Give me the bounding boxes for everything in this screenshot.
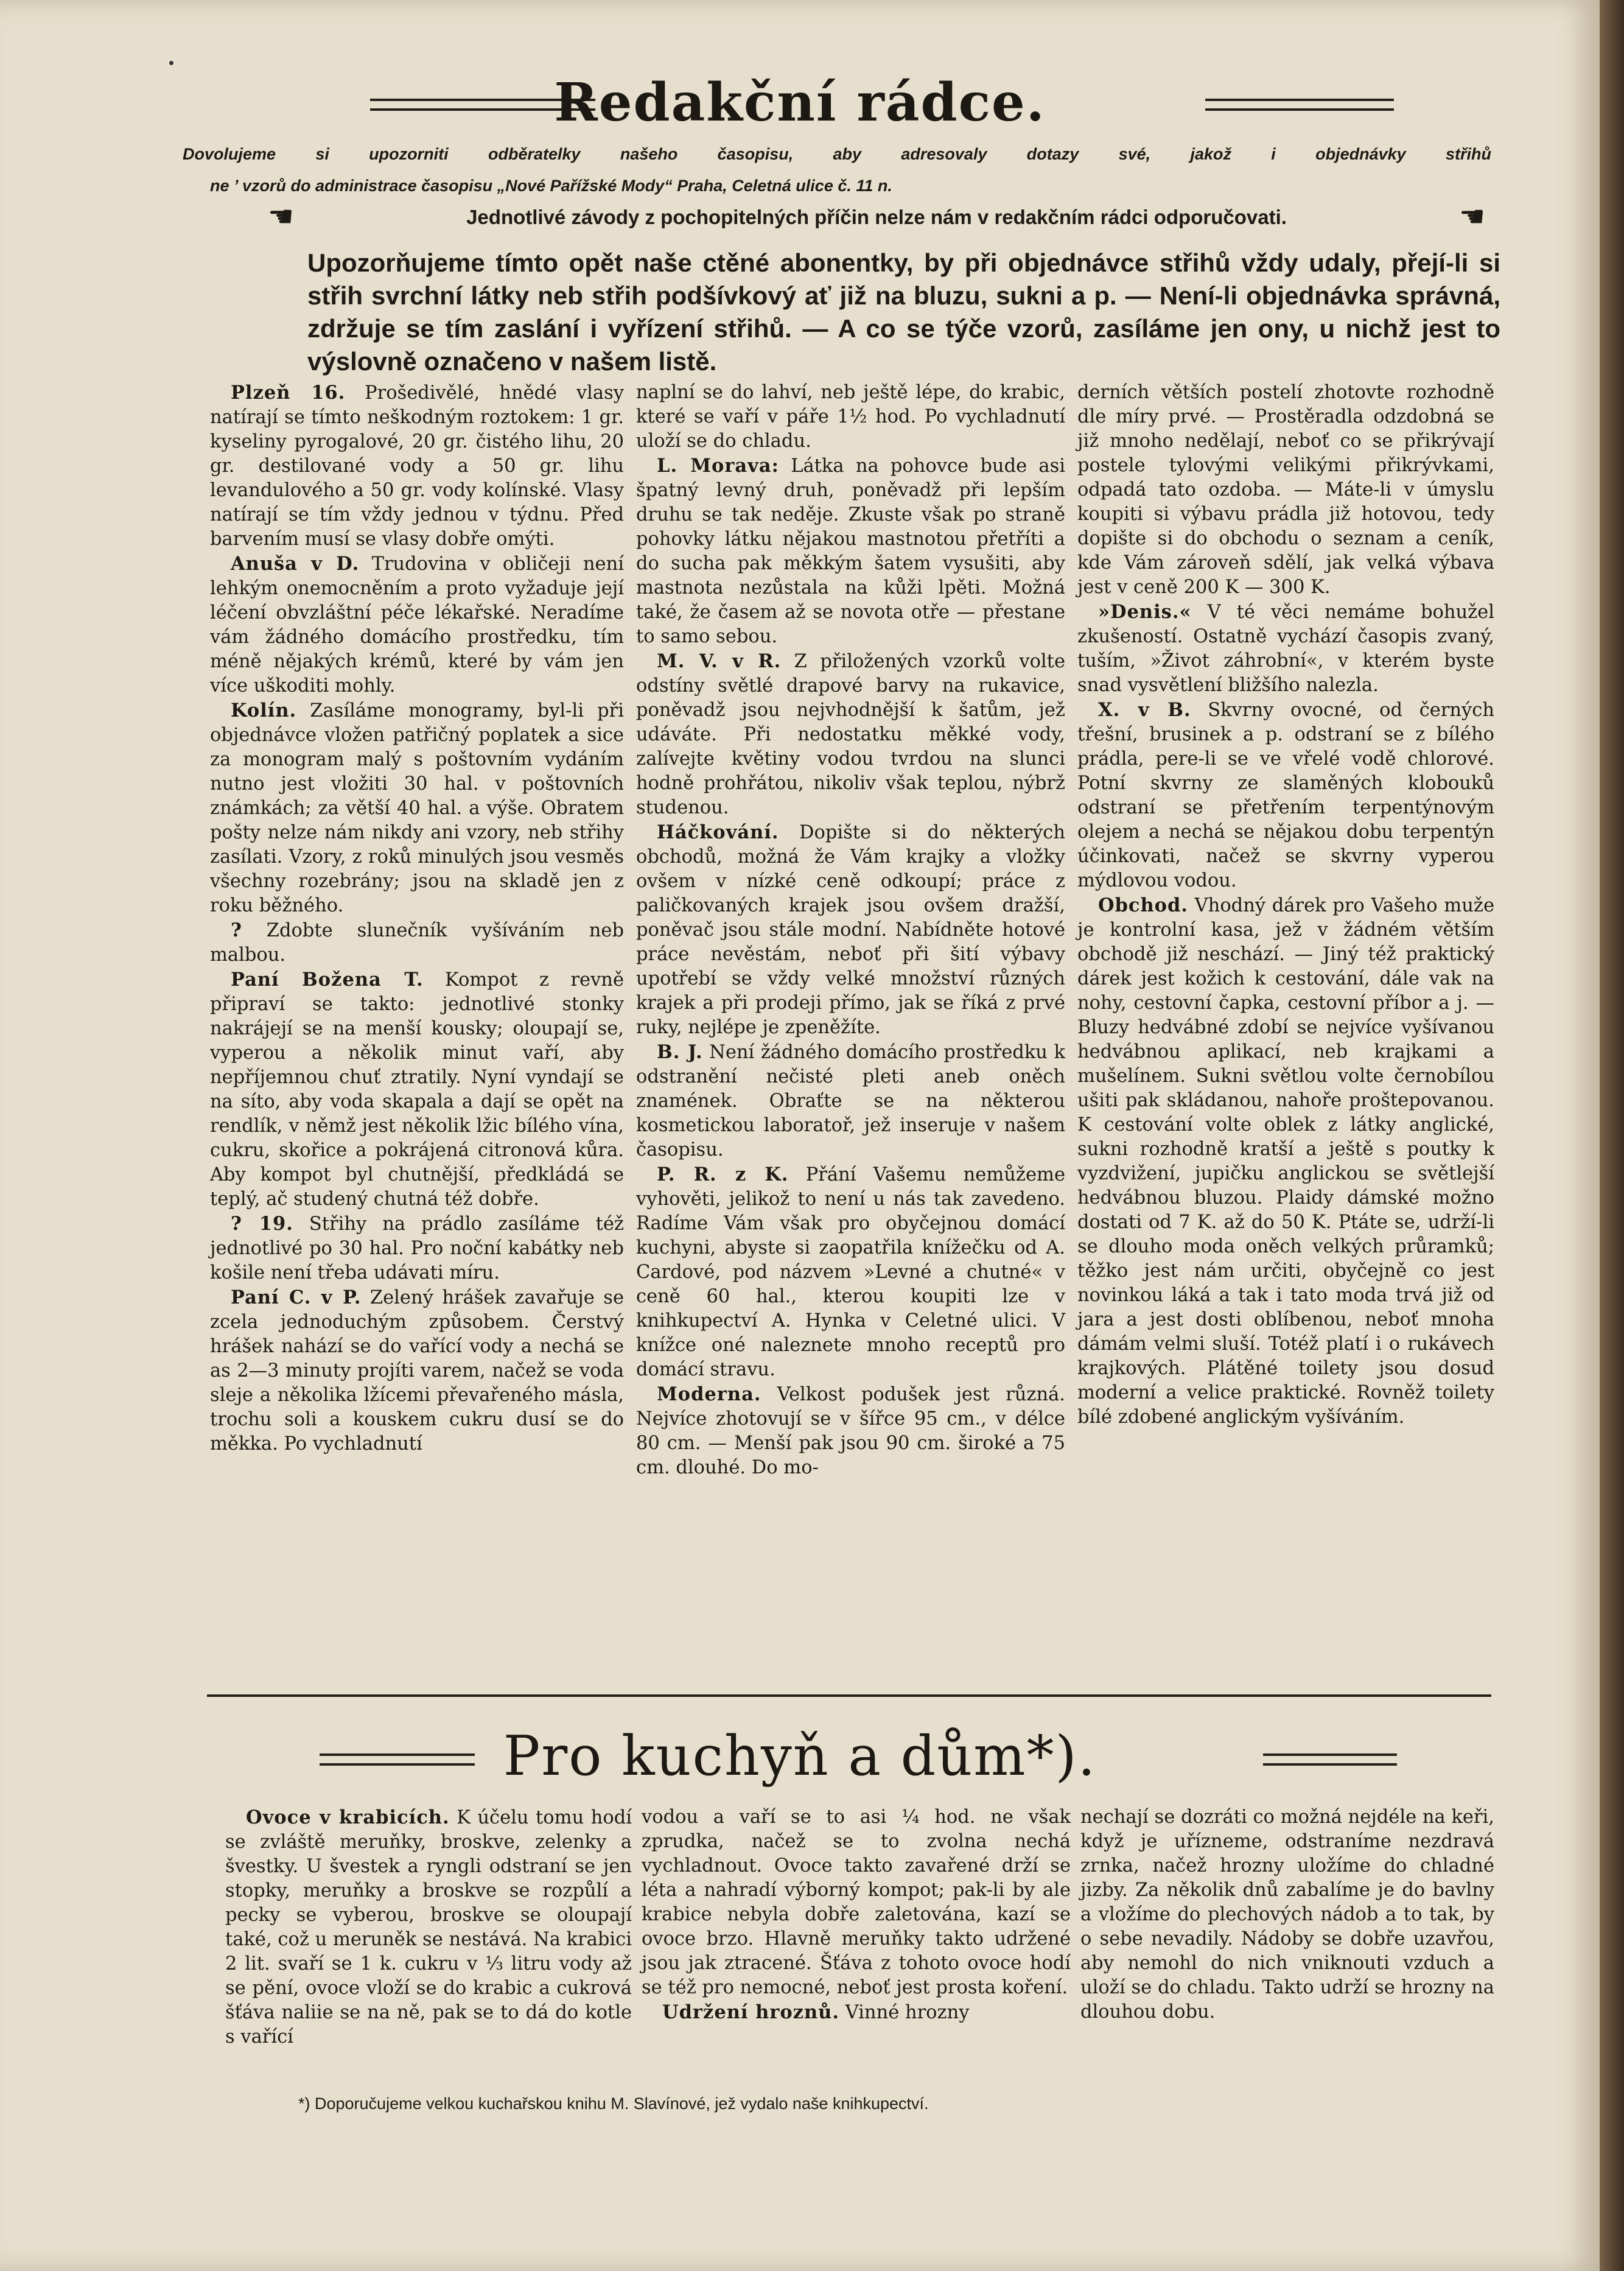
entry-text: K účelu tomu hodí se zvláště meruňky, broskve, zelenky a švestky. U švestek a ryngli odstraní se jen stopky, meruňky a broskve se rozpůlí a pecky se vyberou, broskve se oloupají také, což u meruněk se nestává. Na krabici 2 lit. svaří se 1 k. cukru v ⅓ litru vody až se pění, ovoce vloží se do krabic a cukrová šťáva naliie se na ně, pak se to dá do kotle s vařící xyxy=(225,1807,632,2048)
entry-heading: Udržení hroznů. xyxy=(662,2001,839,2023)
entry-heading: B. J. xyxy=(657,1041,703,1063)
entry-text: naplní se do lahví, neb ještě lépe, do krabic, které se vaří v páře 1½ hod. Po vychladnutí uloží se do chladu. xyxy=(636,382,1065,452)
column-2 xyxy=(642,1805,1071,2085)
entry-heading: Plzeň 16. xyxy=(231,382,346,404)
entry-heading: ? xyxy=(231,919,242,941)
entry-heading: Kolín. xyxy=(231,700,297,721)
column-3 xyxy=(1080,1805,1494,2085)
entry xyxy=(1077,600,1494,698)
entry xyxy=(636,381,1065,454)
pointing-hand-icon: ☚ xyxy=(1458,201,1485,233)
entry xyxy=(1080,1805,1494,2024)
entry-text: Trudovina v obličeji není lehkým onemocněním a proto vyžaduje její léčení obvzláštní péče lékařské. Neradíme vám žádného domácího prostředku, tím méně nějakých krémů, které by vám jen více uškoditi mohly. xyxy=(210,553,625,697)
entry xyxy=(636,820,1065,1040)
entry xyxy=(210,1285,624,1456)
section-divider xyxy=(207,1694,1491,1697)
entry xyxy=(642,2000,1071,2025)
entry-text: Vinné hrozny xyxy=(839,2002,970,2023)
entry xyxy=(636,649,1065,820)
entry-text: V té věci nemáme bohužel zkušeností. Ostatně vychází časopis zvaný, tuším, »Život záhrobní«, v kterém byste snad vysvětlení bližšího nalezla. xyxy=(1077,602,1494,696)
entry-text: Vhodný dárek pro Vašeho muže je kontrolní kasa, jež v žádném větším obchodě již neschází. — Jiný též praktický dárek jest kožich k cestování, dále vak na nohy, cestovní čapka, cestovní příbor a j. — Bluzy hedvábné zdobí se nejvíce vyšívanou hedvábnou aplikací, neb krajkami a mušelínem. Sukni světlou volte černobílou ušiti pak skládanou, nahoře proštepovanou. K cestování volte oblek z látky anglické, sukni rozhodně kratší a ještě s poutky k vyzdvižení, jupičku anglickou se světlejší hedvábnou bluzou. Plaidy dámské možno dostati od 7 K. až do 50 K. Ptáte se, udrží-li se dlouho moda oněch velkých průramků; těžko jest nám určiti, obyčejně co jest novinkou láká a tak i tato moda trvá již od jara a jest dosti oblíbenou, neboť mnoha dámám velmi sluší. Totéž platí i o rukávech krajkových. Plátěné toilety jsou dosud moderní a velice praktické. Rovněž toilety bílé zdobené anglickým vyšíváním. xyxy=(1077,895,1494,1428)
entry xyxy=(210,1212,624,1285)
footnote: *) Doporučujeme velkou kuchařskou knihu M. Slavínové, jež vydalo naše knihkupectví. xyxy=(298,2094,929,2113)
binding-edge xyxy=(1600,0,1624,2271)
entry-heading: »Denis.« xyxy=(1098,601,1192,623)
entry xyxy=(1077,381,1494,600)
entry-text: Kompot z revně připraví se takto: jednotlivé stonky nakrájejí se na menší kousky; oloupají se, vyperou a několik minut vaří, aby nepříjemnou chuť ztratily. Nyní vyndají se na síto, aby voda skapala a dají se opět na rendlík, v němž jest několik lžic bílého vína, cukru, skořice a pokrájená citronová kůra. Aby kompot byl chutnější, předkládá se teplý, ač studený chutná též dobře. xyxy=(210,969,625,1210)
entry-heading: L. Morava: xyxy=(657,455,779,477)
entry-heading: Háčkování. xyxy=(657,821,779,843)
entry-text: Zelený hrášek zavařuje se zcela jednoduchým způsobem. Čerstvý hrášek nahází se do vařící vody a nechá se as 2—3 minuty projíti varem, načež se voda sleje a několika lžícemi převařeného másla, trochu soli a kouskem cukru dusí se do měkka. Po vychladnutí xyxy=(210,1287,624,1455)
entry-text: Látka na pohovce bude asi špatný levný druh, poněvadž při lepším druhu se tak neděje. Zkuste však po straně pohovky látku nějakou mastnotou přetříti a do sucha pak měkkým šatem vysušiti, aby mastnota nezůstala na kůži lpěti. Možná také, že časem až se novota otře — přestane to samo sebou. xyxy=(636,455,1065,647)
entry xyxy=(636,1040,1065,1162)
advice-columns xyxy=(210,381,1494,1677)
entry-heading: P. R. z K. xyxy=(657,1164,789,1185)
column-1 xyxy=(225,1805,632,2085)
entry xyxy=(210,967,624,1212)
section-title-pro-kuchyn-a-dum: Pro kuchyň a dům*). xyxy=(503,1724,1097,1788)
entry-heading: Paní C. v P. xyxy=(231,1286,362,1308)
entry xyxy=(1077,698,1494,893)
entry-text: Z přiložených vzorků volte odstíny světlé drapové barvy na rukavice, poněvadž jsou nejvhodnější k šatům, jež udáváte. Při nedostatku měkké vody, zalívejte květiny vodou tvrdou na slunci hodně prohřátou, nikoliv však teplou, nýbrž studenou. xyxy=(636,651,1065,818)
entry xyxy=(636,454,1065,649)
entry xyxy=(210,698,624,918)
entry-text: Není žádného domácího prostředku k odstranění nečisté pleti aneb oněch znamének. Obraťte se na některou kosmetickou laboratoř, jež inseruje v našem časopisu. xyxy=(636,1042,1065,1160)
entry-text: vodou a vaří se to asi ¼ hod. ne však zprudka, načež se to zvolna nechá vychladnout. Ovoce takto zavařené drží se léta a nahradí výborný kompot; pak-li by ale krabice nebyla dobře zaletována, kazí se ovoce brzo. Hlavně meruňky takto udržené jsou jak ztracené. Šťáva z tohoto ovoce hodí se též pro nemocné, neboť jest prosta koření. xyxy=(642,1806,1071,1998)
notice-line-1: Dovolujeme si upozorniti odběratelky našeho časopisu, aby adresovaly dotazy své, jakož i objednávky střihů xyxy=(183,145,1491,163)
ink-speck xyxy=(169,61,173,65)
entry-heading: Paní Božena T. xyxy=(231,969,424,991)
notice-line-2: ne ’ vzorů do administrace časopisu „Nové Pařížské Mody“ Praha, Celetná ulice č. 11 n. xyxy=(210,177,892,195)
household-columns xyxy=(225,1805,1494,2085)
entry-text: nechají se dozráti co možná nejdéle na keři, když je uřízneme, odstraníme nezdravá zrnka, načež hrozny uložíme do chladné jizby. Za několik dnů zabalíme je do bavlny a vložíme do plechových nádob a to tak, by o sebe nevadily. Nádoby se dobře uzavřou, aby nemohl do nich vniknouti vzduch a uloží se do chladu. Takto udrží se hrozny na dlouhou dobu. xyxy=(1080,1806,1494,2023)
warning-text: Jednotlivé závody z pochopitelných příčin nelze nám v redakčním rádci odporučovati. xyxy=(466,206,1287,228)
entry-text: Střihy na prádlo zasíláme též jednotlivé po 30 hal. Pro noční kabátky neb košile není třeba udávati míru. xyxy=(210,1213,624,1283)
column-2 xyxy=(636,381,1065,1677)
entry-heading: Anuša v D. xyxy=(231,553,360,575)
entry xyxy=(636,1162,1065,1382)
column-1 xyxy=(210,381,624,1677)
entry-text: Přání Vašemu nemůžeme vyhověti, jelikož to není u nás tak zavedeno. Radíme Vám však pro obyčejnou domácí kuchyni, abyste si zaopatřila knížečku od A. Cardové, pod názvem »Levné a chutné« v ceně 60 hal., kterou koupiti lze v knihkupectví A. Hynka v Celetné ulici. V knížce oné naleznete mnoho receptů pro domácí stravu. xyxy=(636,1164,1065,1380)
entry-text: Dopište si do některých obchodů, možná že Vám krajky a vložky ovšem v nízké ceně odkoupí; práce z paličkovaných krajek jsou ovšem dražší, poněvač jsou stále modní. Nabídněte hotové práce nevěstám, neboť při šití výbavy upotřebí se vždy velké množství různých krajek a při prodeji přímo, jak se říká z prvé ruky, nejlépe je zpeněžíte. xyxy=(636,822,1065,1038)
entry-heading: M. V. v R. xyxy=(657,650,782,672)
entry-text: Zasíláme monogramy, byl-li při objednávce vložen patřičný poplatek a sice za monogram malý s poštovním vydáním nutno jest vložiti 30 hal. v poštovních známkách; za větší 40 hal. a výše. Obratem pošty nelze nám nikdy ani vzory, neb střihy zasílati. Vzory, z roků minulých jsou vesměs všechny rozebrány; jsou na skladě jen z roku běžného. xyxy=(210,700,624,916)
entry-text: Velkost podušek jest různá. Nejvíce zhotovují se v šířce 95 cm., v délce 80 cm. — Menší pak jsou 90 cm. široké a 75 cm. dlouhé. Do mo- xyxy=(636,1384,1065,1478)
entry-heading: ? 19. xyxy=(231,1213,293,1235)
pointing-hand-icon: ☛ xyxy=(268,201,295,233)
entry-text: Zdobte slunečník vyšíváním neb malbou. xyxy=(210,920,624,966)
lead-paragraph: Upozorňujeme tímto opět naše ctěné abonentky, by při objednávce střihů vždy udaly, přejí-li si střih svrchní látky neb střih podšívkový ať již na bluzu, sukni a p. — Není-li objednávka správná, zdržuje se tím zaslání i vyřízení střihů. — A co se týče vzorů, zasíláme jen ony, u nichž jest to výslovně označeno v našem listě. xyxy=(307,248,1500,376)
entry xyxy=(1077,893,1494,1430)
entry-text: derních větších postelí zhotovte rozhodně dle míry prvé. — Prostěradla odzdobná se již mnoho nedělají, neboť co se přikrývají postele tylovými velikými přikrývkami, odpadá tato ozdoba. — Máte-li v úmyslu koupiti si výbavu prádla již hotovou, tedy dopište si do obchodu o seznam a ceník, kde Vám zároveň sdělí, jak velká výbava jest v ceně 200 K — 300 K. xyxy=(1077,382,1494,598)
entry xyxy=(225,1805,632,2049)
entry-heading: X. v B. xyxy=(1098,699,1191,721)
entry-heading: Ovoce v krabicích. xyxy=(246,1806,450,1828)
entry xyxy=(210,381,624,552)
entry xyxy=(210,552,624,698)
entry xyxy=(636,1382,1065,1480)
entry xyxy=(642,1805,1071,2000)
column-3 xyxy=(1077,381,1494,1677)
warning-line xyxy=(268,201,1485,233)
entry-text: Skvrny ovocné, od černých třešní, brusinek a p. odstraní se z bílého prádla, pere-li se ve vřelé vodě chlorové. Potní skvrny ze slaměných klobouků odstraní se přetřením terpentýnovým olejem a nechá se nějakou dobu terpentýn účinkovati, načež se skvrny vyperou mýdlovou vodou. xyxy=(1077,700,1495,891)
section-title-redakcni-radce: Redakční rádce. xyxy=(554,72,1046,133)
entry-heading: Moderna. xyxy=(657,1383,761,1405)
entry-text: Prošedivělé, hnědé vlasy natírají se tímto neškodným roztokem: 1 gr. kyseliny pyrogalové, 20 gr. čistého lihu, 20 gr. destilované vody a 50 gr. lihu levandulového a 50 gr. vody kolínské. Vlasy natírají se tím vždy jednou v týdnu. Před barvením musí se vlasy dobře omýti. xyxy=(210,382,624,550)
entry-heading: Obchod. xyxy=(1098,894,1188,916)
entry xyxy=(210,918,624,967)
